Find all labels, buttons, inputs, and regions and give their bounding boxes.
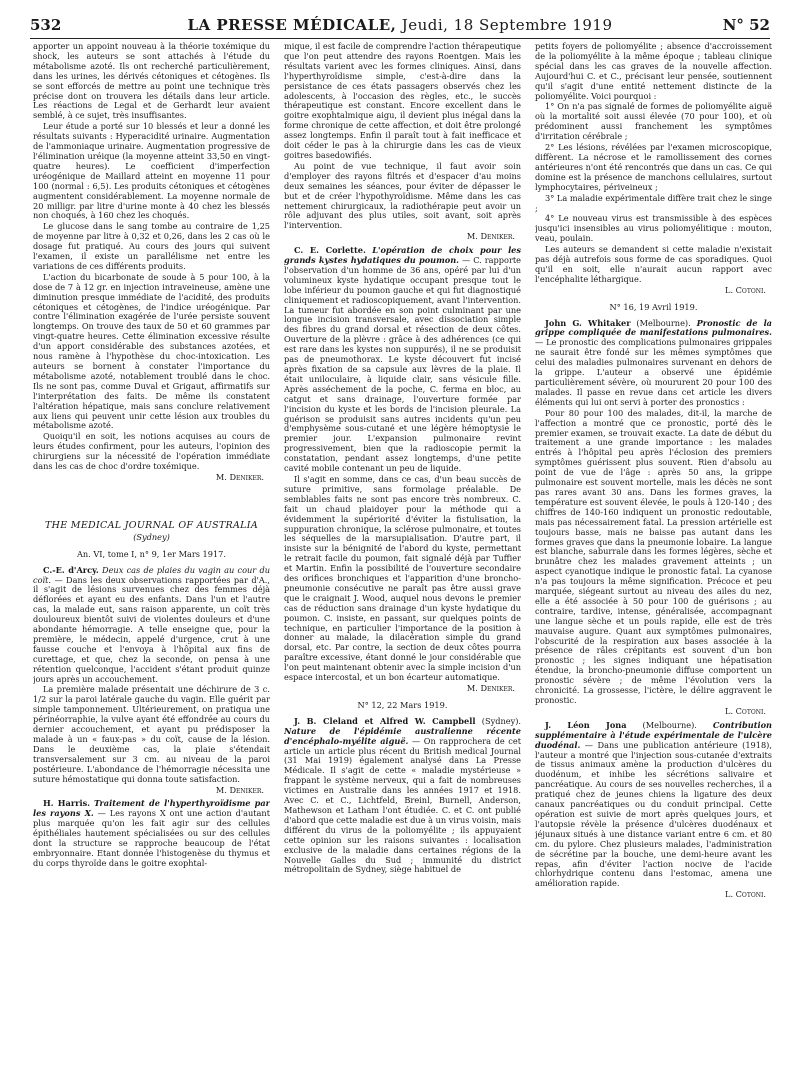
page-number: 532 — [30, 16, 62, 34]
article-author: J. B. Cleland et Alfred W. Campbell — [294, 715, 476, 726]
paragraph: petits foyers de poliomyélite ; absence d'accroissement de la poliomyélite à la même époque ; tableau clinique spécial dans les cas graves de la nouvelle affection. Aujourd'hui C. et C., précisant leur pensée, soutiennent qu'il s'agit d'une entité nettement distincte de la poliomyélite. Voici pourquoi : — [535, 42, 772, 101]
paragraph: Quoiqu'il en soit, les notions acquises au cours de leurs études confirment, pour les auteurs, l'opinion des chirurgiens sur la nécessité de l'opération immédiate dans les cas de choc d'ordre toxémique. — [33, 431, 270, 472]
article-paragraph: J. B. Cleland et Alfred W. Campbell (Sydney). Nature de l'épidémie australienne récente d'encéphalo-myélite aiguë. — On rapprochera de cet article un article plus récent du British medical Journal (31 Mai 1919) également analysé dans La Presse Médicale. Il s'agit de cette « maladie mystérieuse » frappant le système nerveux, qui a fait de nombreuses victimes en Australie dans les années 1917 et 1918. Avec C. et C., Lichtfeld, Breinl, Burnell, Anderson, Mathewson et Latham l'ont étudiée. C. et C. ont publié d'abord que cette maladie est due à un virus voisin, mais différent du virus de la poliomyélite ; ils appuyaient cette opinion sur les raisons suivantes : localisation exclusive de la maladie dans certaines régions de la Nouvelle Galles du Sud ; immunité du district métropolitain de Sydney, siège habituel de — [284, 715, 521, 875]
article-text: Le pronostic des complications pulmonaires grippales ne saurait être fondé sur les mêmes symptômes que celui des maladies pulmonaires survenant en dehors de la grippe. L'auteur a observé une épidémie particulièrement sévère, où moururent 20 pour 100 des malades. Il passe en revue dans cet article les divers éléments qui lui ont servi à porter des pronostics : — [535, 337, 772, 407]
paragraph: apporter un appoint nouveau à la théorie toxémique du shock, les auteurs se sont attachés à l'étude du métabolisme azoté. Ils ont recherché particulièrement, dans les urines, les dérivés cétoniques et cétogènes. Ils se sont efforcés de mettre au point une technique très précise dont on trouvera les détails dans leur article. Les réactions de Legal et de Gerhardt leur avaient semblé, à ce sujet, très insuffisantes. — [33, 42, 270, 121]
signature: M. Deniker. — [215, 784, 264, 795]
article-place: (Melbourne). — [636, 317, 691, 328]
page-header — [30, 14, 770, 40]
article-author: John G. Whitaker — [545, 317, 631, 328]
article-title: Contribution supplémentaire à l'étude expérimentale de l'ulcère duodénal. — [535, 719, 772, 750]
article-columns — [33, 42, 773, 1074]
issue-line: N° 12, 22 Mars 1919. — [357, 699, 448, 710]
signature: L. Cotoni. — [725, 705, 766, 716]
article-paragraph: C.-E. d'Arcy. Deux cas de plaies du vagin au cour du coït. — Dans les deux observations rapportées par d'A., il s'agit de lésions survenues chez des femmes déjà déflorées et ayant eu des enfants. Dans l'un et l'autre cas, la malade eut, sans raison apparente, un coït très douloureux bientôt suivi de violentes douleurs et d'une abondante hémorragie. A telle enseigne que, pour la première, le médecin, appelé d'urgence, crut à une fausse couche et l'envoya à l'hôpital aux fins de curettage, et que, chez la seconde, on pensa à une rétention quelconque, l'accident s'étant produit quinze jours après un accouchement. — [33, 564, 270, 684]
signature: M. Deniker. — [215, 471, 264, 482]
issue-number: N° 52 — [722, 16, 770, 34]
article-title: Deux cas de plaies du vagin au cour du coït. — [33, 564, 270, 585]
paragraph: 4° Le nouveau virus est transmissible à des espèces jusqu'ici insensibles au virus poliomyélitique : mouton, veau, poulain. — [535, 213, 772, 244]
paragraph: 2° Les lésions, révélées par l'examen microscopique, diffèrent. La nécrose et le ramollissement des cornes antérieures n'ont été rencontrés que dans un cas. Ce qui domine est la présence de manchons cellulaires, surtout lymphocytaires, périveineux ; — [535, 142, 772, 192]
issue-line: An. VI, tome I, n° 9, 1er Mars 1917. — [77, 548, 226, 559]
article-place: (Melbourne). — [642, 719, 697, 730]
column-1 — [33, 42, 270, 1074]
paragraph: 3° La maladie expérimentale diffère trait chez le singe ; — [535, 192, 772, 213]
article-paragraph: C. E. Corlette. L'opération de choix pour les grands kystes hydatiques du poumon. — C. rapporte l'observation d'un homme de 36 ans, opéré par lui d'un volumineux kyste hydatique occupant presque tout le lobe inférieur du poumon gauche et qui fut diagnostiqué cliniquement et radioscopiquement, avant l'intervention. La tumeur fut abordée en son point culminant par une longue incision transversale, avec dissociation simple des fibres du grand dorsal et résection de deux côtes. Ouverture de la plèvre : grâce à des adhérences (ce qui est rare dans les kystes non suppurés), il ne se produisit pas de pneumothorax. Le kyste découvert fut incisé après fixation de sa capsule aux lèvres de la plaie. Il était uniloculaire, à liquide clair, sans vésicule fille. Après asséchement de la poche, C. ferma en bloc, au catgut et sans drainage, l'ouverture formée par l'incision du kyste et les bords de l'incision pleurale. La guérison se produisit sans autres incidents qu'un peu d'emphysème sous-cutané et une légère hémoptysie le premier jour. L'expansion pulmonaire revint progressivement, bien que la radioscopie permit la constatation, pendant assez longtemps, d'une petite cavité mobile contenant un peu de liquide. — [284, 245, 521, 474]
article-paragraph: J. Léon Jona (Melbourne). Contribution supplémentaire à l'étude expérimentale de l'ulcère duodénal. — Dans une publication antérieure (1918), l'auteur a montré que l'injection sous-cutanée d'extraits de tissus animaux amène la production d'ulcères du duodénum, et inhibe les sécrétions salivaire et pancréatique. Au cours de ses nouvelles recherches, il a pratiqué chez de jeunes chiens la ligature des deux canaux pancréatiques ou du conduit principal. Cette opération est suivie de mort après quelques jours, et l'autopsie révèle la présence d'ulcères duodénaux et jéjunaux situés à une distance variant entre 6 cm. et 80 cm. du pylore. Chez plusieurs malades, l'administration de sécrétine par la bouche, une demi-heure avant les repas, afin d'éviter l'action nocive de l'acide chlorhydrique contenu dans l'estomac, amena une amélioration rapide. — [535, 719, 772, 889]
article-text: C. rapporte l'observation d'un homme de 36 ans, opéré par lui d'un volumineux kyste hydatique occupant presque tout le lobe inférieur du poumon gauche et qui fut diagnostiqué cliniquement et radioscopiquement, avant l'intervention. La tumeur fut abordée en son point culminant par une longue incision transversale, avec dissociation simple des fibres du grand dorsal et résection de deux côtes. Ouverture de la plèvre : grâce à des adhérences (ce qui est rare dans les kystes non suppurés), il ne se produisit pas de pneumothorax. Le kyste découvert fut incisé après fixation de sa capsule aux lèvres de la plaie. Il était uniloculaire, à liquide clair, sans vésicule fille. Après asséchement de la poche, C. ferma en bloc, au catgut et sans drainage, l'ouverture formée par l'incision du kyste et les bords de l'incision pleurale. La guérison se produisit sans autres incidents qu'un peu d'emphysème sous-cutané et une légère hémoptysie le premier jour. L'expansion pulmonaire revint progressivement, bien que la radioscopie permit la constatation, pendant assez longtemps, d'une petite cavité mobile contenant un peu de liquide. — [284, 255, 521, 474]
header-rule — [30, 38, 770, 39]
paragraph: Les auteurs se demandent si cette maladie n'existait pas déjà autrefois sous forme de cas sporadiques. Quoi qu'il en soit, elle n'aurait aucun rapport avec l'encéphalite léthargique. — [535, 244, 772, 284]
paragraph: Le glucose dans le sang tombe au contraire de 1,25 de moyenne par litre à 0,32 et 0,26, dans les 2 cas où le dosage fut pratiqué. Au cours des jours qui suivent l'examen, il existe un parallélisme net entre les variations de ces différents produits. — [33, 221, 270, 271]
article-place: (Sydney). — [481, 715, 521, 726]
article-author: C. E. Corlette. — [294, 245, 366, 256]
journal-heading: THE MEDICAL JOURNAL OF AUSTRALIA — [45, 519, 258, 531]
article-text: Dans les deux observations rapportées par d'A., il s'agit de lésions survenues chez des femmes déjà déflorées et ayant eu des enfants. Dans l'un et l'autre cas, la malade eut, sans raison apparente, un coït très douloureux bientôt suivi de violentes douleurs et d'une abondante hémorragie. A telle enseigne que, pour la première, le médecin, appelé d'urgence, crut à une fausse couche et l'envoya à l'hôpital aux fins de curettage, et que, chez la seconde, on pensa à une rétention quelconque, l'accident s'étant produit quinze jours après un accouchement. — [33, 574, 270, 684]
article-author: J. Léon Jona — [545, 719, 627, 730]
paragraph: Leur étude a porté sur 10 blessés et leur a donné les résultats suivants : Hyperacidité urinaire. Augmentation de l'ammoniaque urinaire. Augmentation progressive de l'élimination uréique (la moyenne atteint 33,50 en vingt-quatre heures). Le coefficient d'imperfection uréogénique de Maillard atteint en moyenne 11 pour 100 (normal : 6,5). Les produits cétoniques et cétogènes augmentent considérablement. La moyenne normale de 20 milligr. par litre d'urine monte à 40 chez les blessés non choqués, à 160 chez les choqués. — [33, 121, 270, 221]
paragraph: Au point de vue technique, il faut avoir soin d'employer des rayons filtrés et d'espacer d'au moins deux semaines les séances, pour éviter de dépasser le but et de créer l'hypothyroïdisme. Même dans les cas nettement chirurgicaux, la radiothérapie peut avoir un rôle adjuvant des plus utiles, soit avant, soit après l'intervention. — [284, 160, 521, 231]
signature: M. Deniker. — [466, 231, 515, 242]
paragraph: mique, il est facile de comprendre l'action thérapeutique que l'on peut attendre des rayons Roentgen. Mais les résultats varient avec les formes cliniques. Ainsi, dans l'hyperthyroïdisme simple, c'est-à-dire dans la persistance de ces états passagers observés chez les adolescents, à l'occasion des règles, etc., le succès thérapeutique est constant. Encore excellent dans le goitre exophtalmique aigu, il devient plus inégal dans la forme chronique de cette affection, et doit être prolongé assez longtemps. Enfin il paraît tout à fait inefficace et doit céder le pas à la chirurgie dans les cas de vieux goitres basedowifiés. — [284, 42, 521, 160]
signature: L. Cotoni. — [725, 889, 766, 900]
masthead-date: Jeudi, 18 Septembre 1919 — [401, 16, 613, 34]
journal-masthead — [30, 16, 770, 34]
signature: L. Cotoni. — [725, 284, 766, 295]
journal-city: (Sydney) — [133, 531, 170, 542]
article-author: H. Harris. — [43, 798, 91, 809]
paragraph: Il s'agit en somme, dans ce cas, d'un beau succès de suture primitive, sans formolage préalable. De semblables faits ne sont pas encore très nombreux. C. fait un chaud plaidoyer pour la méthode qui a évidemment la supériorité d'éviter la fistulisation, la suppuration chronique, la sclérose pulmonaire, et toutes les séquelles de la marsupialisation. D'autre part, il insiste sur la bénignité de l'abord du kyste, permettant le retrait facile du poumon, fait signalé déjà par Tuffier et Martin. Enfin la possibilité de l'ouverture secondaire des orifices bronchiques et l'apparition d'une broncho-pneumonie consécutive ne paraît pas être aussi grave que le craignait J. Wood, auquel nous devons le premier cas de réduction sans drainage d'un kyste hydatique du poumon. C. insiste, en passant, sur quelques points de technique, en particulier l'importance de la position à donner au malade, la dilacération simple du grand dorsal, etc. Par contre, la section de deux côtes pourra paraître excessive, étant donné le jour considérable que l'on peut maintenant obtenir avec la simple incision d'un espace intercostal, et un bon écarteur automatique. — [284, 473, 521, 683]
paragraph: La première malade présentait une déchirure de 3 c. 1/2 sur la paroi latérale gauche du vagin. Elle guérit par simple tamponnement. Ultérieurement, on pratiqua une périnéorraphie, la vulve ayant été effondrée au cours du dernier accouchement, et ayant pu prédisposer la malade à un « faux-pas » du coït, cause de la lésion. Dans le deuxième cas, la plaie s'étendait transversalement sur 3 cm. au niveau de la paroi postérieure. L'abondance de l'hémorragie nécessita une suture hémostatique qui donna toute satisfaction. — [33, 684, 270, 784]
paragraph: L'action du bicarbonate de soude à 5 pour 100, à la dose de 7 à 12 gr. en injection intraveineuse, amène une diminution presque immédiate de l'acidité, des produits cétoniques et cétogènes, de l'indice uréogénique. Par contre l'élimination exagérée de l'urée persiste souvent longtemps. On trouve des taux de 50 et 60 grammes par vingt-quatre heures. Cette élimination excessive résulte d'un apport considérable des substances azotées, et nous ramène à l'hypothèse du choc-intoxication. Les auteurs se bornent à constater l'importance du métabolisme azoté, notablement troublé dans le choc. Ils ne sont pas, comme Duval et Grigaut, affirmatifs sur l'interprétation des faits. De même ils constatent l'altération hépatique, mais sans conclure relativement aux liens qui peuvent unir cette lésion aux troubles du métabolisme azoté. — [33, 271, 270, 431]
article-text: On rapprochera de cet article un article plus récent du British medical Journal (31 Mai 1919) également analysé dans La Presse Médicale. Il s'agit de cette « maladie mystérieuse » frappant le système nerveux, qui a fait de nombreuses victimes en Australie dans les années 1917 et 1918. Avec C. et C., Lichtfeld, Breinl, Burnell, Anderson, Mathewson et Latham l'ont étudiée. C. et C. ont publié d'abord que cette maladie est due à un virus voisin, mais différent du virus de la poliomyélite ; ils appuyaient cette opinion sur les raisons suivantes : localisation exclusive de la maladie dans certaines régions de la Nouvelle Galles du Sud ; immunité du district métropolitain de Sydney, siège habituel de — [284, 735, 521, 875]
column-3 — [535, 42, 772, 1074]
article-title: L'opération de choix pour les grands kystes hydatiques du poumon. — [284, 245, 521, 266]
article-paragraph: H. Harris. Traitement de l'hyperthyroïdisme par les rayons X. — Les rayons X ont une action d'autant plus marquée qu'on les fait agir sur des cellules épithéliales hautement spécialisées ou sur des cellules dont la structure se rapproche beaucoup de l'état embryonnaire. Etant donnée l'histogenèse du thymus et du corps thyroïde dans le goitre exophtal- — [33, 798, 270, 868]
article-author: C.-E. d'Arcy. — [43, 564, 99, 575]
article-text: Les rayons X ont une action d'autant plus marquée qu'on les fait agir sur des cellules épithéliales hautement spécialisées ou sur des cellules dont la structure se rapproche beaucoup de l'état embryonnaire. Etant donnée l'histogenèse du thymus et du corps thyroïde dans le goitre exophtal- — [33, 808, 270, 868]
issue-line: N° 16, 19 Avril 1919. — [609, 301, 698, 312]
paragraph: Pour 80 pour 100 des malades, dit-il, la marche de l'affection a montré que ce pronostic, porté dès le premier examen, se trouvait exacte. La date de début du traitement a une grande importance : les malades entrés à l'hôpital peu après l'éclosion des premiers symptômes guérissent plus souvent. Rien d'absolu au point de vue de l'âge : après 50 ans, la grippe pulmonaire est souvent mortelle, mais les décès ne sont pas rares avant 30 ans. Dans les formes graves, la température est souvent élevée, le pouls à 120-140 ; des chiffres de 140-160 indiquent un pronostic redoutable, mais pas nécessairement fatal. La pression artérielle est toujours basse, mais ne baisse pas autant dans les formes graves que dans la pneumonie lobaire. La langue est blanche, saburrale dans les formes légères, sèche et brunâtre chez les malades gravement atteints ; un aspect cyanotique indique le pronostic fatal. La cyanose n'a pas toujours la même signification. Précoce et peu marquée, siégeant surtout au niveau des ailes du nez, elle a été associée à 50 pour 100 de guérisons ; au contraire, tardive, intense, généralisée, accompagnant une langue sèche et un pouls rapide, elle est de très mauvaise augure. Quant aux symptômes pulmonaires, l'obscurité de la respiration aux bases associée à la présence de râles crépitants est souvent d'un bon pronostic ; les signes indiquant une hépatisation étendue, la broncho-pneumonie diffuse comportent un pronostic sévère ; de même l'évolution vers la chronicité. La grossesse, l'ictère, le délire aggravent le pronostic. — [535, 407, 772, 705]
article-title: Nature de l'épidémie australienne récente d'encéphalo-myélite aiguë. — [284, 725, 521, 746]
column-2 — [284, 42, 521, 1074]
article-title: Pronostic de la grippe compliquée de manifestations pulmonaires. — [535, 317, 772, 338]
article-paragraph: John G. Whitaker (Melbourne). Pronostic de la grippe compliquée de manifestations pulmonaires. — Le pronostic des complications pulmonaires grippales ne saurait être fondé sur les mêmes symptômes que celui des maladies pulmonaires survenant en dehors de la grippe. L'auteur a observé une épidémie particulièrement sévère, où moururent 20 pour 100 des malades. Il passe en revue dans cet article les divers éléments qui lui ont servi à porter des pronostics : — [535, 317, 772, 407]
signature: M. Deniker. — [466, 683, 515, 693]
paragraph: 1° On n'a pas signalé de formes de poliomyélite aiguë où la mortalité soit aussi élevée (70 pour 100), et où prédominent aussi franchement les symptômes d'irritation cérébrale ; — [535, 101, 772, 142]
article-title: Traitement de l'hyperthyroïdisme par les rayons X. — [33, 798, 270, 819]
masthead-title: LA PRESSE MÉDICALE, — [187, 16, 397, 34]
article-text: Dans une publication antérieure (1918), l'auteur a montré que l'injection sous-cutanée d'extraits de tissus animaux amène la production d'ulcères du duodénum, et inhibe les sécrétions salivaire et pancréatique. Au cours de ses nouvelles recherches, il a pratiqué chez de jeunes chiens la ligature des deux canaux pancréatiques ou du conduit principal. Cette opération est suivie de mort après quelques jours, et l'autopsie révèle la présence d'ulcères duodénaux et jéjunaux situés à une distance variant entre 6 cm. et 80 cm. du pylore. Chez plusieurs malades, l'administration de sécrétine par la bouche, une demi-heure avant les repas, afin d'éviter l'action nocive de l'acide chlorhydrique contenu dans l'estomac, amena une amélioration rapide. — [535, 739, 772, 889]
